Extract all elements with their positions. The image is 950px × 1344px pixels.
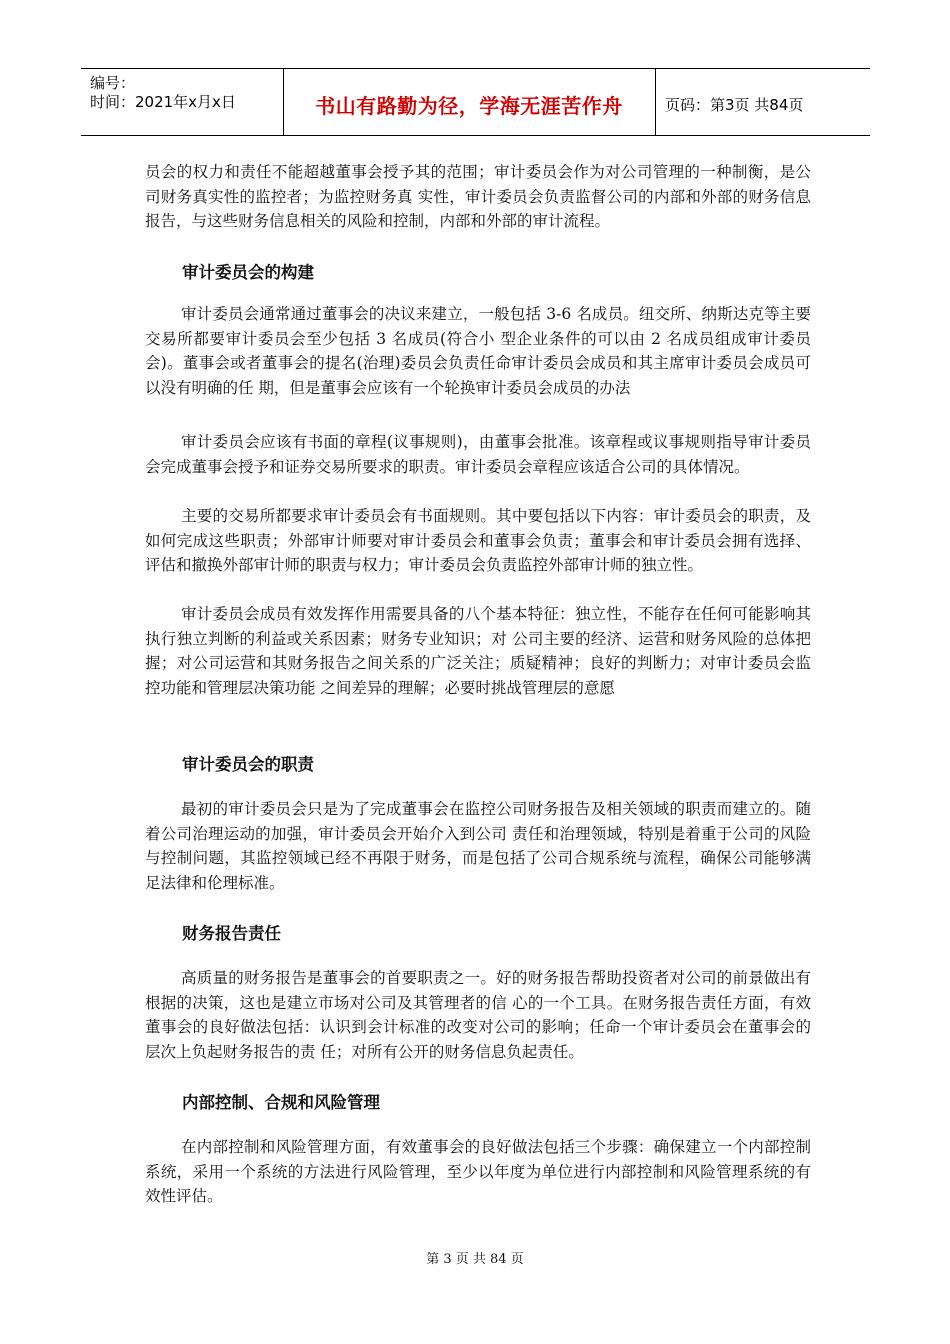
footer-page-number: 第 3 页 共 84 页: [426, 1252, 524, 1267]
body-text-p2: [145, 302, 811, 400]
body-text-p8: [145, 1135, 811, 1209]
header-divider-right: [655, 68, 656, 136]
section-heading: 审计委员会的构建: [182, 263, 314, 282]
section-heading-duties-wrap: [145, 751, 811, 775]
paragraph: 审计委员会应该有书面的章程(议事规则)，由董事会批准。该章程或议事规则指导审计委员会完成董事会授予和证券交易所要求的职责。审计委员会章程应该适合公司的具体情况。: [145, 433, 811, 476]
body-text-p3: [145, 430, 811, 479]
section-heading: 内部控制、合规和风险管理: [182, 1093, 380, 1112]
paragraph: 员会的权力和责任不能超越董事会授予其的范围；审计委员会作为对公司管理的一种制衡，是公司财务真实性的监控者；为监控财务真 实性，审计委员会负责监督公司的内部和外部的财务信息报告，与这些财务信息相关的风险和控制，内部和外部的审计流程。: [145, 163, 811, 231]
header-date-label: 时间：2021年x月x日: [90, 93, 236, 111]
header-motto: 书山有路勤为径，学海无涯苦作舟: [315, 94, 623, 118]
paragraph: 在内部控制和风险管理方面，有效董事会的良好做法包括三个步骤：确保建立一个内部控制系统，采用一个系统的方法进行风险管理，至少以年度为单位进行内部控制和风险管理系统的有效性评估。: [145, 1138, 811, 1206]
body-text-p5: [145, 602, 811, 700]
section-heading-financial-wrap: [145, 920, 811, 944]
paragraph: 高质量的财务报告是董事会的首要职责之一。好的财务报告帮助投资者对公司的前景做出有根据的决策，这也是建立市场对公司及其管理者的信 心的一个工具。在财务报告责任方面，有效董事会的良好做法包括：认识到会计标准的改变对公司的影响；任命一个审计委员会在董事会的层次上负起财务报告的责 任；对所有公开的财务信息负起责任。: [145, 969, 811, 1061]
paragraph: 审计委员会成员有效发挥作用需要具备的八个基本特征：独立性，不能存在任何可能影响其执行独立判断的利益或关系因素；财务专业知识；对 公司主要的经济、运营和财务风险的总体把握；对公司运营和其财务报告之间关系的广泛关注；质疑精神；良好的判断力；对审计委员会监控功能和管理层决策功能 之间差异的理解；必要时挑战管理层的意愿: [145, 605, 811, 697]
section-heading: 审计委员会的职责: [182, 755, 314, 774]
section-heading: 财务报告责任: [182, 924, 281, 943]
header-page-info: 页码：第3页 共84页: [665, 96, 804, 114]
body-text-p7: [145, 966, 811, 1064]
section-heading-control-wrap: [145, 1089, 811, 1113]
paragraph: 审计委员会通常通过董事会的决议来建立，一般包括 3-6 名成员。纽交所、纳斯达克等主要交易所都要审计委员会至少包括 3 名成员(符合小 型企业条件的可以由 2 名成员组成审计委员会)。董事会或者董事会的提名(治理)委员会负责任命审计委员会成员和其主席审计委员会成员可以没有明确的任 期，但是董事会应该有一个轮换审计委员会成员的办法: [145, 305, 811, 397]
header-top-rule: [81, 68, 870, 69]
section-heading-construction-wrap: [145, 259, 811, 283]
paragraph: 最初的审计委员会只是为了完成董事会在监控公司财务报告及相关领域的职责而建立的。随着公司治理运动的加强，审计委员会开始介入到公司 责任和治理领域，特别是着重于公司的风险与控制问题，其监控领域已经不再限于财务，而是包括了公司合规系统与流程，确保公司能够满足法律和伦理标准。: [145, 800, 811, 892]
paragraph: 主要的交易所都要求审计委员会有书面规则。其中要包括以下内容：审计委员会的职责，及如何完成这些职责；外部审计师要对审计委员会和董事会负责；董事会和审计委员会拥有选择、评估和撤换外部审计师的职责与权力；审计委员会负责监控外部审计师的独立性。: [145, 507, 811, 575]
header-bottom-rule: [81, 135, 870, 136]
body-text-p6: [145, 797, 811, 895]
body-text-p1: [145, 160, 811, 234]
header-number-label: 编号：: [90, 74, 136, 92]
body-text-p4: [145, 504, 811, 578]
